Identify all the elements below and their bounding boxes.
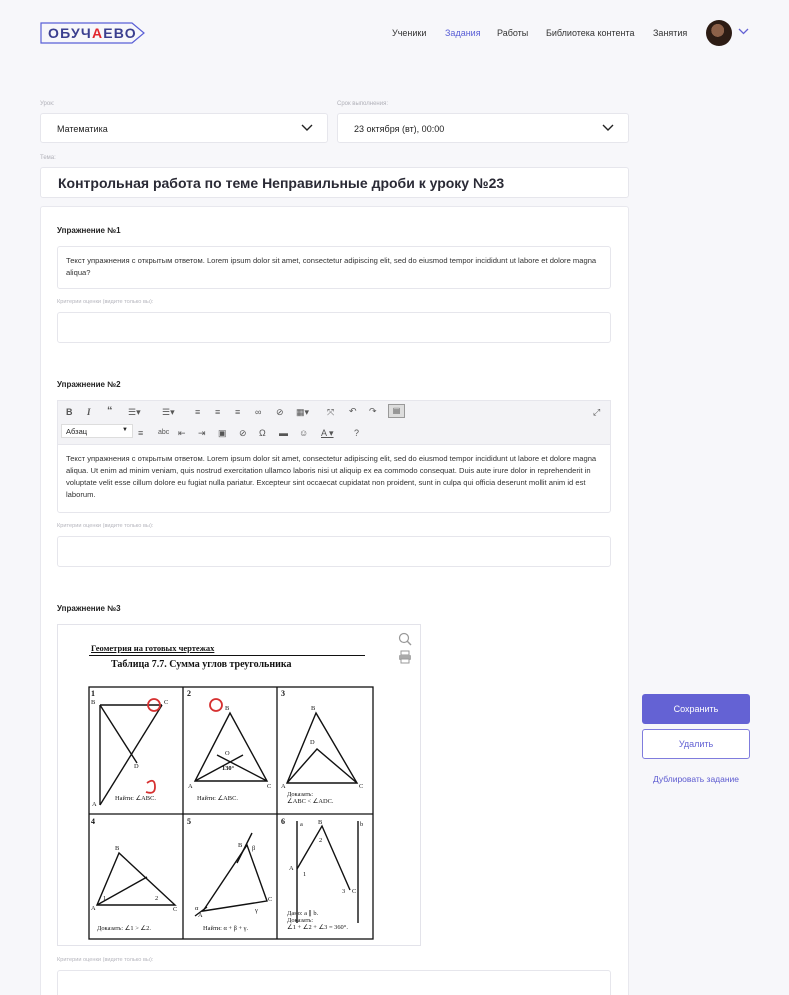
exercise-2-title: Упражнение №2 <box>57 380 121 389</box>
expand-icon[interactable]: ⤢ <box>593 407 601 417</box>
cell-1-caption: Найти: ∠ABC. <box>115 795 156 802</box>
exercise-3-criteria-input[interactable] <box>57 970 611 995</box>
cell-6-point-c: C <box>352 888 357 895</box>
avatar[interactable] <box>706 20 732 46</box>
cell-4-point-c: C <box>173 906 178 913</box>
caret-down-icon: ▼ <box>122 427 128 433</box>
table-icon[interactable]: ▦▾ <box>296 407 310 417</box>
redo-icon[interactable]: ↷ <box>369 406 377 416</box>
cell-6-caption: Дано: a ∥ b. Доказать: ∠1 + ∠2 + ∠3 = 360°. <box>287 910 348 931</box>
page-break-icon[interactable]: ▬ <box>279 428 288 438</box>
nav-tasks[interactable]: Задания <box>445 28 481 38</box>
cell-5-point-a: A <box>198 912 203 919</box>
align-right-icon[interactable]: ≡ <box>235 407 241 417</box>
worksheet-heading: Геометрия на готовых чертежах <box>91 643 215 653</box>
cell-4-point-b: B <box>115 845 120 852</box>
special-char-icon[interactable]: Ω <box>259 428 266 438</box>
exercise-1-criteria-label: Критерии оценки (видите только вы): <box>57 299 154 305</box>
cell-2-angle: 130° <box>222 765 235 772</box>
exercise-1-text[interactable]: Текст упражнения с открытым ответом. Lorem ipsum dolor sit amet, consectetur adipiscing elit, sed do eiusmod tempor incididunt ut labore et dolore magna aliqua? <box>57 246 611 289</box>
deadline-select[interactable] <box>337 113 629 143</box>
cell-2-point-c: C <box>267 783 272 790</box>
cell-4-caption: Доказать: ∠1 > ∠2. <box>97 925 151 932</box>
cell-5-beta: β <box>252 845 256 852</box>
cell-3-point-d: D <box>310 739 315 746</box>
cell-3-point-a: A <box>281 783 286 790</box>
exercise-3-criteria-label: Критерии оценки (видите только вы): <box>57 957 154 963</box>
cell-5-caption: Найти: α + β + γ. <box>203 925 249 932</box>
clear-format-icon[interactable]: ⊘ <box>239 428 247 438</box>
topic-label: Тема: <box>40 155 56 161</box>
deadline-value: 23 октября (вт), 00:00 <box>354 124 445 134</box>
cell-3-point-b: B <box>311 705 316 712</box>
strikethrough-icon[interactable]: abc <box>158 429 170 436</box>
cell-2-caption: Найти: ∠ABC. <box>197 795 238 802</box>
nav-classes[interactable]: Занятия <box>653 28 688 38</box>
exercise-2-text[interactable]: Текст упражнения с открытым ответом. Lorem ipsum dolor sit amet, consectetur adipiscing elit, sed do eiusmod tempor incididunt ut labore et dolore magna aliqua. Ut enim ad minim veniam, quis nostrud exercitation ullamco laboris nisi ut aliquip ex ea commodo consequat. Duis aute irure dolor in reprehenderit in voluptate velit esse cillum dolore eu fugiat nulla pariatur. Excepteur sint occaecat cupidatat non proident, sunt in culpa qui officia deserunt mollit anim id est laborum. <box>57 444 611 513</box>
cell-1-point-b: B <box>91 699 96 706</box>
cell-3-point-c: C <box>359 783 364 790</box>
worksheet-image <box>67 633 393 941</box>
cell-6-line-b: b <box>360 821 364 828</box>
quote-icon[interactable]: “ <box>107 405 113 417</box>
horizontal-line-icon[interactable]: ≡ <box>138 428 144 438</box>
exercise-1-criteria-input[interactable] <box>57 312 611 343</box>
cell-3-number: 3 <box>281 689 285 698</box>
fullscreen-icon[interactable]: ⤧ <box>327 407 335 417</box>
chevron-down-icon[interactable] <box>738 28 749 35</box>
cell-3-caption: Доказать: ∠ABC < ∠ADC. <box>287 791 334 805</box>
exercise-3-title: Упражнение №3 <box>57 604 121 613</box>
emoji-icon[interactable]: ☺ <box>299 428 309 438</box>
topic-input[interactable] <box>40 167 629 198</box>
cell-6-point-a: A <box>289 865 294 872</box>
paste-icon[interactable]: ▣ <box>218 428 227 438</box>
lesson-value: Математика <box>57 124 108 134</box>
lesson-label: Урок: <box>40 101 55 107</box>
cell-2-point-a: A <box>188 783 193 790</box>
exercise-2-criteria-input[interactable] <box>57 536 611 567</box>
cell-4-angle-1: 1 <box>103 895 107 902</box>
cell-5-gamma: γ <box>255 907 258 914</box>
worksheet-subheading: Таблица 7.7. Сумма углов треугольника <box>111 659 292 670</box>
cell-6-angle-2: 2 <box>319 837 323 844</box>
cell-2-point-o: O <box>225 750 230 757</box>
format-select[interactable] <box>61 424 133 438</box>
cell-2-number: 2 <box>187 689 191 698</box>
cell-5-number: 5 <box>187 817 191 826</box>
text-color-icon[interactable]: A ▾ <box>321 428 334 438</box>
cell-5-point-b: B <box>238 842 243 849</box>
cell-6-point-b: B <box>318 819 323 826</box>
exercise-1-title: Упражнение №1 <box>57 226 121 235</box>
help-icon[interactable]: ? <box>354 428 360 438</box>
zoom-icon[interactable] <box>398 632 412 646</box>
exercise-2-criteria-label: Критерии оценки (видите только вы): <box>57 523 154 529</box>
outdent-icon[interactable]: ⇤ <box>178 428 186 438</box>
chevron-down-icon <box>602 124 614 132</box>
cell-5-point-c: C <box>268 896 273 903</box>
cell-6-angle-3: 3 <box>342 888 346 895</box>
cell-1-point-d: D <box>134 763 139 770</box>
deadline-label: Срок выполнения: <box>337 101 388 107</box>
cell-6-number: 6 <box>281 817 285 826</box>
duplicate-task-link[interactable]: Дублировать задание <box>652 774 740 784</box>
align-left-icon[interactable]: ≡ <box>195 407 201 417</box>
nav-students[interactable]: Ученики <box>392 28 427 38</box>
save-button[interactable]: Сохранить <box>642 694 750 724</box>
topic-value: Контрольная работа по теме Неправильные дроби к уроку №23 <box>58 175 505 191</box>
cell-1-point-a: A <box>92 801 97 808</box>
indent-icon[interactable]: ⇥ <box>198 428 206 438</box>
keyboard-icon[interactable]: ▤ <box>388 404 405 418</box>
numbered-list-icon[interactable]: ☰▾ <box>162 407 175 417</box>
undo-icon[interactable]: ↶ <box>349 406 357 416</box>
italic-icon[interactable]: I <box>87 407 91 417</box>
editor-toolbar <box>57 400 611 444</box>
cell-5-alpha: α <box>195 905 199 912</box>
delete-button[interactable]: Удалить <box>642 729 750 759</box>
link-icon[interactable]: ∞ <box>255 407 262 417</box>
cell-4-angle-2: 2 <box>155 895 159 902</box>
chevron-down-icon <box>301 124 313 132</box>
cell-1-point-c: C <box>164 699 169 706</box>
cell-2-point-b: B <box>225 705 230 712</box>
align-center-icon[interactable]: ≡ <box>215 407 221 417</box>
cell-1-number: 1 <box>91 689 95 698</box>
format-select-value: Абзац <box>66 427 88 436</box>
cell-6-angle-1: 1 <box>303 871 307 878</box>
cell-6-line-a: a <box>300 821 303 828</box>
logo-text: ОБУЧАЕВО <box>48 25 137 41</box>
print-icon[interactable] <box>398 650 412 664</box>
unlink-icon[interactable]: ⊘ <box>276 407 284 417</box>
nav-content-library[interactable]: Библиотека контента <box>546 28 635 38</box>
lesson-select[interactable] <box>40 113 328 143</box>
cell-4-point-a: A <box>91 905 96 912</box>
nav-works[interactable]: Работы <box>497 28 529 38</box>
header <box>0 0 789 70</box>
cell-4-number: 4 <box>91 817 95 826</box>
bold-icon[interactable]: B <box>66 407 73 417</box>
bullet-list-icon[interactable]: ☰▾ <box>128 407 141 417</box>
